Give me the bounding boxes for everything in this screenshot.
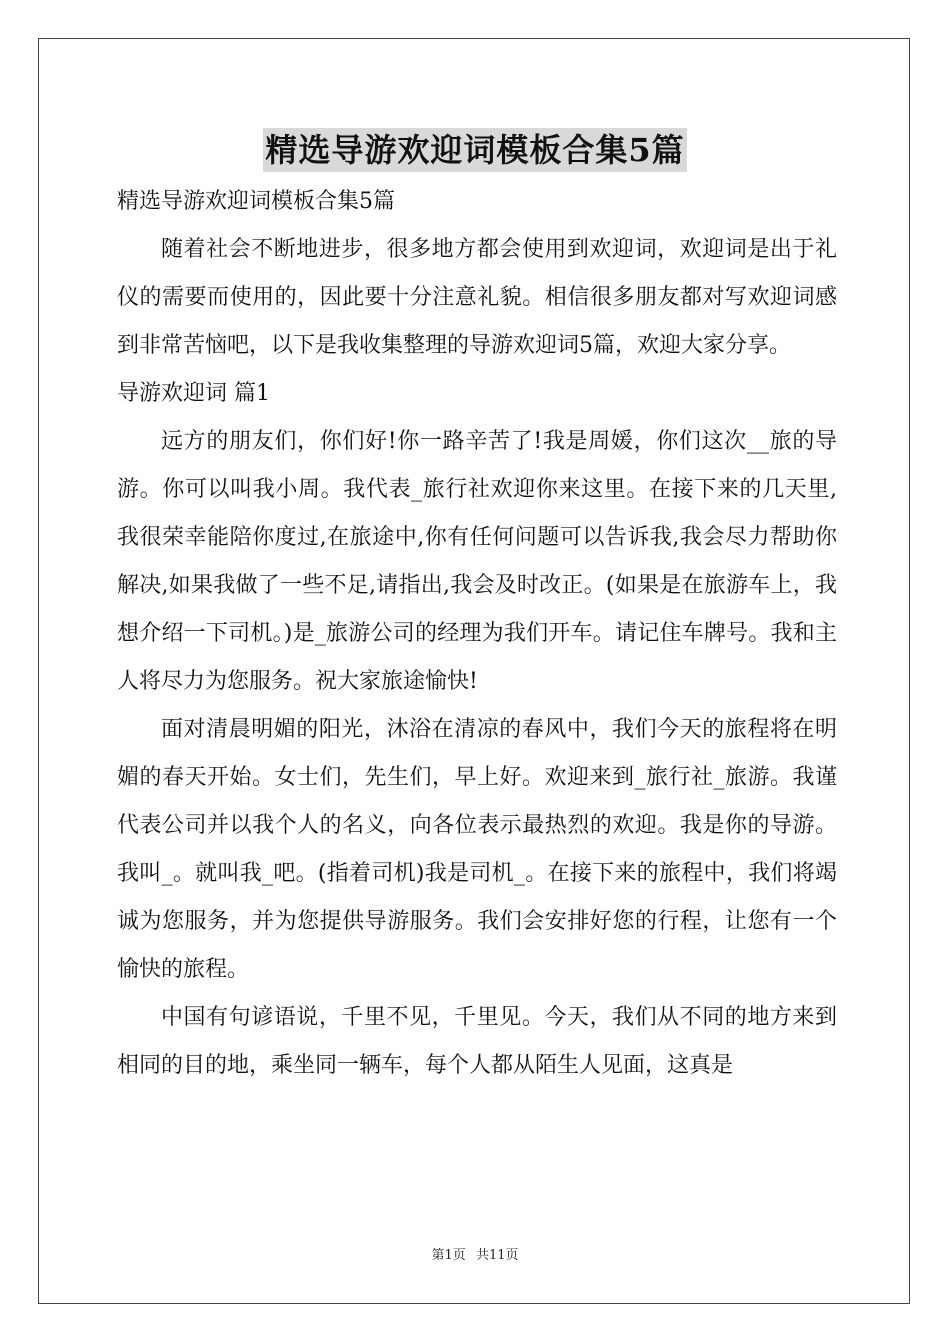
paragraph-body: 面对清晨明媚的阳光，沐浴在清凉的春风中，我们今天的旅程将在明媚的春天开始。女士们，先生们，早上好。欢迎来到_旅行社_旅游。我谨代表公司并以我个人的名义，向各位表示最热烈的欢迎。我是你的导游。我叫_。就叫我_吧。(指着司机)我是司机_。在接下来的旅程中，我们将竭诚为您服务，并为您提供导游服务。我们会安排好您的行程，让您有一个愉快的旅程。 bbox=[117, 717, 837, 982]
page-number: 第1页 bbox=[431, 1248, 466, 1263]
paragraph-subtitle: 精选导游欢迎词模板合集5篇 bbox=[117, 189, 395, 214]
page-total: 共11页 bbox=[475, 1248, 519, 1263]
title-wrap bbox=[0, 128, 950, 172]
paragraph-body: 远方的朋友们，你们好!你一路辛苦了!我是周媛，你们这次__旅的导游。你可以叫我小周。我代表_旅行社欢迎你来这里。在接下来的几天里,我很荣幸能陪你度过,在旅途中,你有任何问题可以告诉我,我会尽力帮助你解决,如果我做了一些不足,请指出,我会及时改正。(如果是在旅游车上，我想介绍一下司机。)是_旅游公司的经理为我们开车。请记住车牌号。我和主人将尽力为您服务。祝大家旅途愉快! bbox=[117, 429, 837, 694]
paragraph-body: 中国有句谚语说，千里不见，千里见。今天，我们从不同的地方来到相同的目的地，乘坐同一辆车，每个人都从陌生人见面，这真是 bbox=[117, 1005, 837, 1078]
paragraph-intro: 随着社会不断地进步，很多地方都会使用到欢迎词，欢迎词是出于礼仪的需要而使用的，因此要十分注意礼貌。相信很多朋友都对写欢迎词感到非常苦恼吧，以下是我收集整理的导游欢迎词5篇，欢迎大家分享。 bbox=[117, 237, 837, 358]
document-title: 精选导游欢迎词模板合集5篇 bbox=[263, 128, 686, 172]
page-footer bbox=[0, 1246, 950, 1266]
section-heading: 导游欢迎词 篇1 bbox=[117, 381, 270, 406]
document-body bbox=[117, 178, 837, 1090]
